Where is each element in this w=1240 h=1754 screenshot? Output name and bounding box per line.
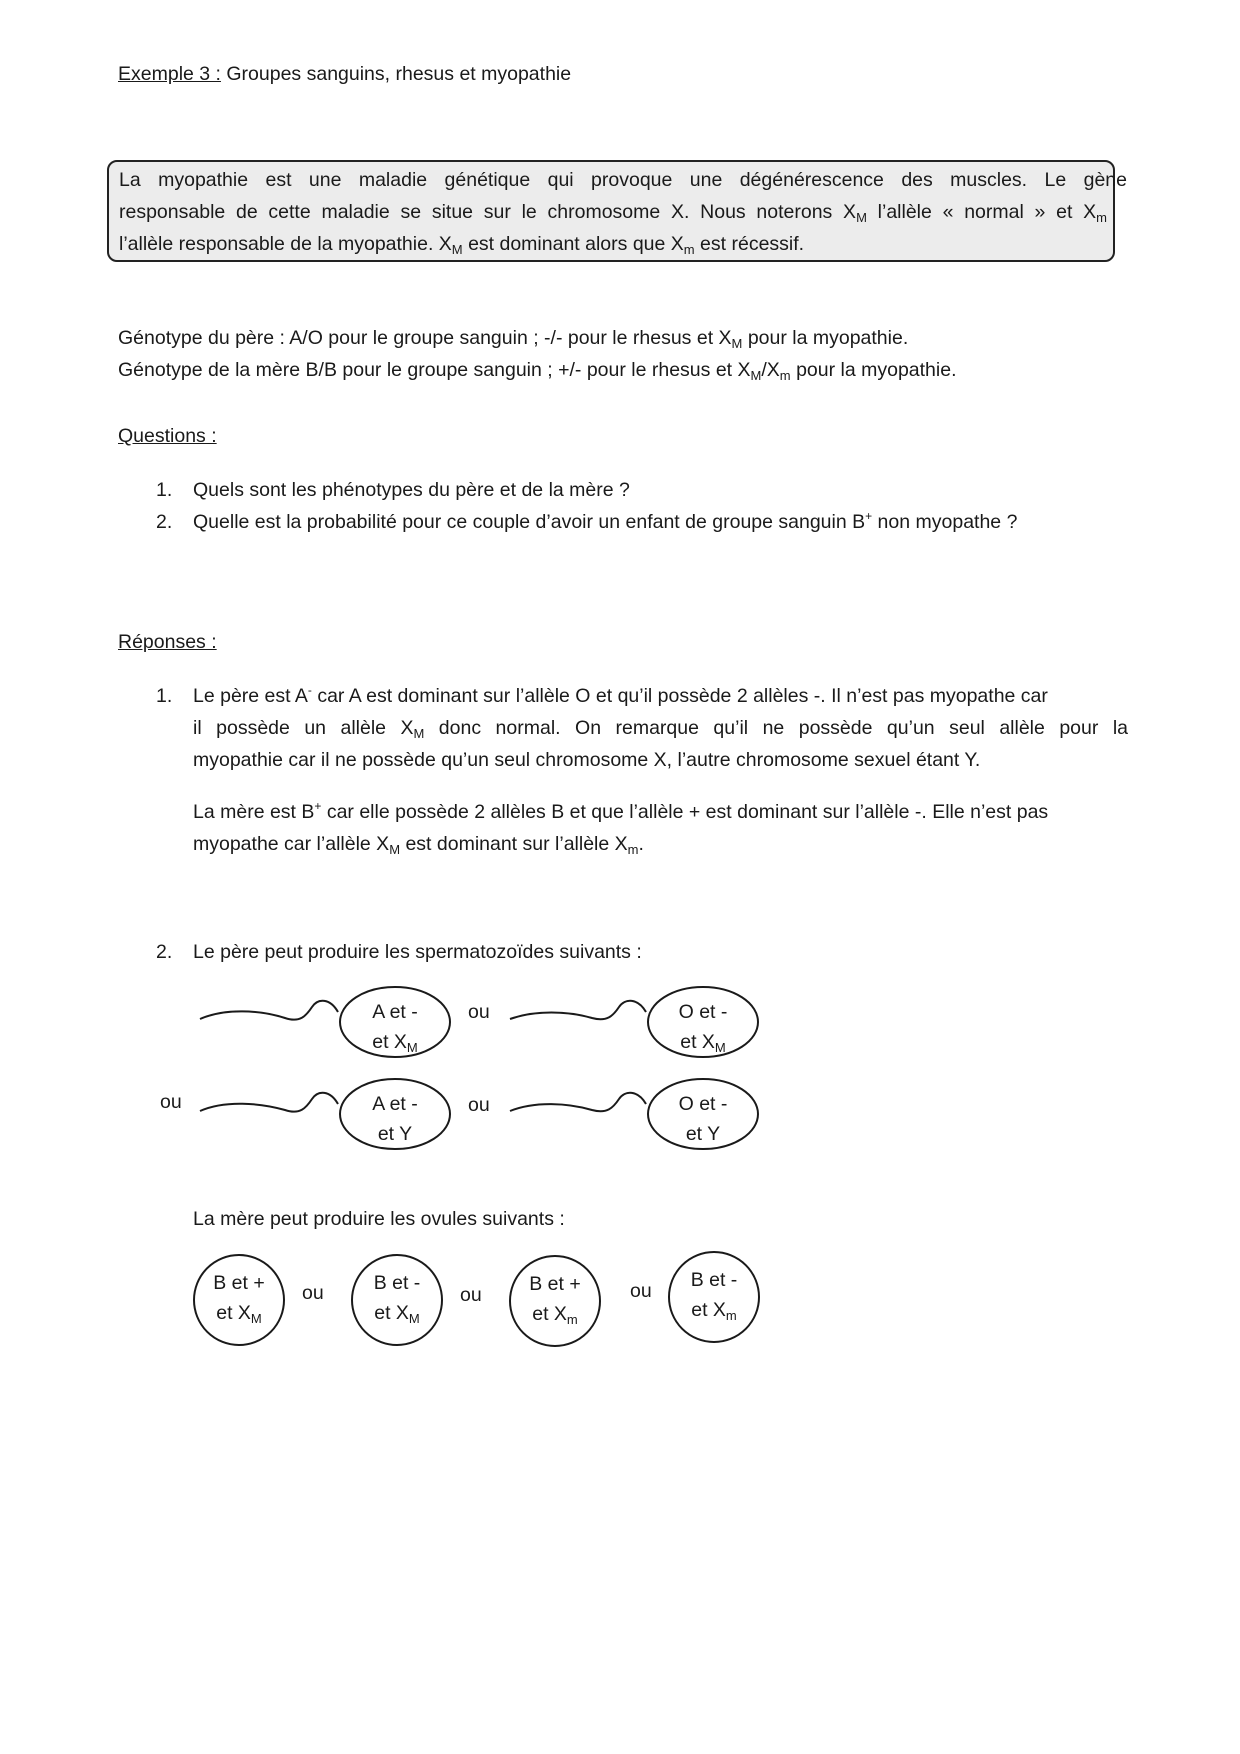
ovum-3-sub: m [566,1312,578,1327]
intro-text-1: La myopathie est une maladie génétique qui provoque une dégénérescence des muscles. Le gène [119,169,1127,191]
ou-separator: ou [160,1091,182,1113]
answer-1-m2c: . [638,833,644,855]
sperm-1-l1: A et - [372,1001,418,1023]
answer-2-sperm-intro: Le père peut produire les spermatozoïdes suivants : [193,941,642,963]
sperm-tail [510,1001,646,1019]
sperm-4-l1: O et - [678,1093,728,1115]
ou-separator: ou [630,1280,652,1302]
sperm-2-l1: O et - [678,1001,728,1023]
question-sup: + [865,509,873,523]
answer-1-m1a: La mère est B [193,801,315,823]
sperm-tail [200,1001,338,1020]
ovum-1-sub: M [250,1311,262,1326]
ovum-3-label [505,1269,605,1329]
ovum-1-l1: B et + [213,1272,265,1294]
sub-m: m [779,368,791,383]
genotype-mother-sep: /X [761,359,780,381]
answer-1-l1b: car A est dominant sur l’allèle O et qu’il possède 2 allèles -. Il n’est pas myopathe car [311,685,1048,707]
ovum-4-l2: et X [691,1299,726,1321]
ovum-4-l1: B et - [690,1269,738,1291]
question-text: Quels sont les phénotypes du père et de la mère ? [193,479,630,501]
answer-1-l2a: il possède un allèle X [193,717,414,739]
sperm-1-sub: M [406,1040,418,1055]
intro-text-2a: responsable de cette maladie se situe sur le chromosome X. Nous noterons X [119,201,857,223]
answer-1-m2b: est dominant sur l’allèle X [405,833,628,855]
answer-1-l2b: donc normal. On remarque qu’il ne possède qu’un seul allèle pour la [438,717,1128,739]
sub-M: M [856,210,867,225]
sperm-tail [200,1093,338,1112]
sub-M: M [389,842,401,857]
sperm-2-sub: M [714,1040,726,1055]
sperm-3-l2: et Y [377,1123,413,1145]
genotype-father-b: pour la myopathie. [747,327,909,349]
ovum-2-l1: B et - [373,1272,421,1294]
intro-text-3b: est dominant alors que X [468,233,684,255]
ovum-1-label [189,1268,289,1328]
sub-m: m [1096,210,1107,225]
genotype-father-a: Génotype du père : A/O pour le groupe sanguin ; -/- pour le rhesus et X [118,327,732,349]
sub-M: M [731,336,743,351]
genotype-mother-b: pour la myopathie. [796,359,957,381]
sperm-3-l1: A et - [372,1093,418,1115]
sperm-tail [510,1093,646,1111]
ovum-2-sub: M [408,1311,420,1326]
ovum-3-l2: et X [532,1303,567,1325]
sub-m: m [627,842,639,857]
ovum-4-label [664,1265,764,1325]
sperm-2-l2-wrap [648,1027,758,1057]
ovum-4-l2-wrap [664,1295,764,1325]
intro-text-3c: est récessif. [700,233,805,255]
answer-1-sup: - [307,683,312,697]
answer-1-l1a: Le père est A [193,685,308,707]
sub-m: m [683,242,695,257]
sperm-1-l2-wrap [340,1027,450,1057]
answer-1-num: 1. [156,685,173,707]
question-num: 1. [156,479,173,501]
sub-M: M [413,726,425,741]
ou-separator: ou [302,1282,324,1304]
answer-1-m2a: myopathe car l’allèle X [193,833,390,855]
answers-heading: Réponses : [118,631,217,653]
questions-heading: Questions : [118,425,217,447]
question-num: 2. [156,511,173,533]
ovum-4-sub: m [725,1308,737,1323]
ou-separator: ou [460,1284,482,1306]
ovum-3-l2-wrap [505,1299,605,1329]
sperm-1-label [340,997,450,1057]
title-text: Groupes sanguins, rhesus et myopathie [226,63,572,85]
answer-2-num: 2. [156,941,173,963]
ovum-2-l2-wrap [347,1298,447,1328]
sperm-2-l2: et X [680,1031,715,1053]
sperm-1-l2: et X [372,1031,407,1053]
sub-M: M [451,242,463,257]
genotype-mother-a: Génotype de la mère B/B pour le groupe sanguin ; +/- pour le rhesus et X [118,359,751,381]
answer-1-m1-sup: + [314,799,322,813]
sperm-4-label [648,1089,758,1149]
title-prefix: Exemple 3 : [118,63,221,85]
ou-separator: ou [468,1001,490,1023]
question-text-b: non myopathe ? [872,511,1018,533]
ovum-1-l2: et X [216,1302,251,1324]
ou-separator: ou [468,1094,490,1116]
intro-text-2b: l’allèle « normal » et X [877,201,1097,223]
intro-text-3a: l’allèle responsable de la myopathie. X [119,233,452,255]
question-text-a: Quelle est la probabilité pour ce couple d’avoir un enfant de groupe sanguin B [193,511,866,533]
ovum-2-label [347,1268,447,1328]
ovum-3-l1: B et + [529,1273,581,1295]
sperm-2-label [648,997,758,1057]
ovum-2-l2: et X [374,1302,409,1324]
answer-1-m1b: car elle possède 2 allèles B et que l’allèle + est dominant sur l’allèle -. Elle n’est pas [321,801,1049,823]
answer-1-line-3: myopathie car il ne possède qu’un seul chromosome X, l’autre chromosome sexuel étant Y. [193,749,981,771]
sperm-3-label [340,1089,450,1149]
sub-M: M [750,368,762,383]
answer-2-ova-intro: La mère peut produire les ovules suivants : [193,1208,565,1230]
ovum-1-l2-wrap [189,1298,289,1328]
sperm-4-l2: et Y [685,1123,721,1145]
